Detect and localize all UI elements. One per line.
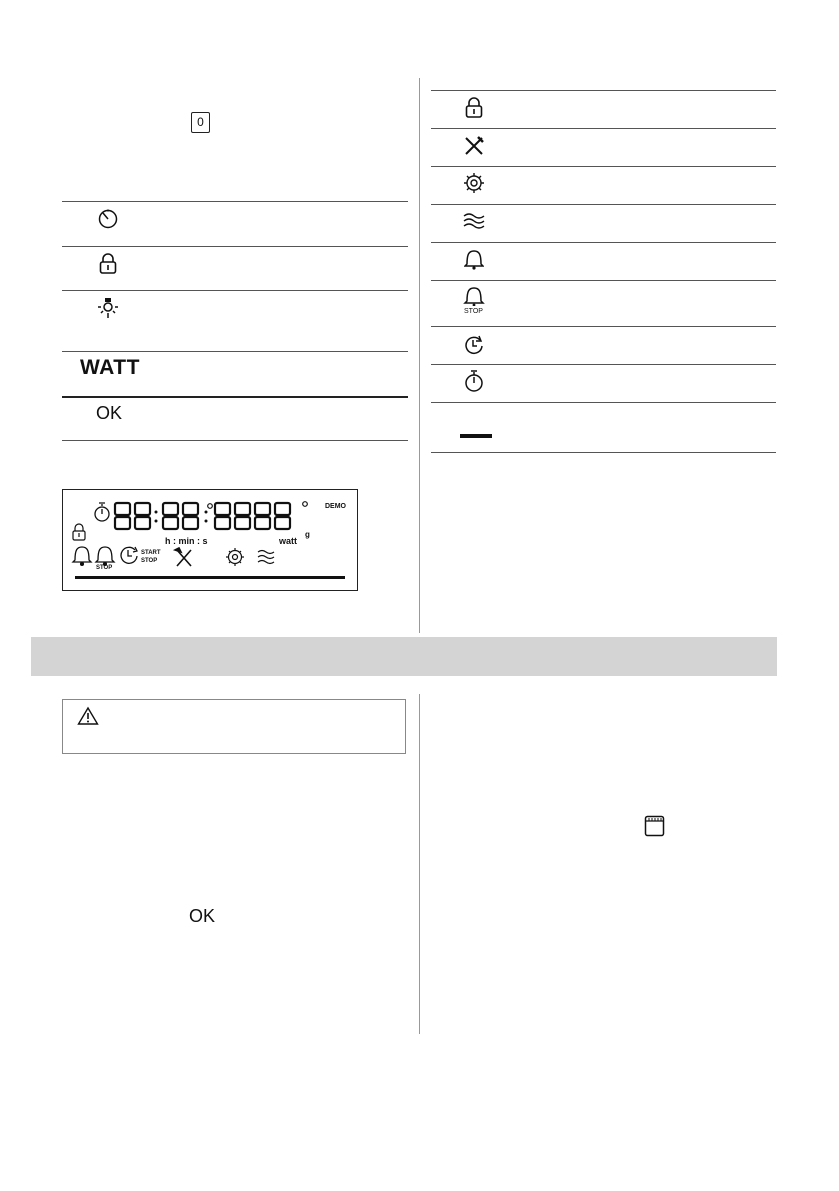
bell-icon — [464, 248, 484, 270]
display-time-units: h : min : s — [165, 536, 208, 546]
table-rule — [62, 246, 408, 247]
display-stop-combo: STOP — [141, 558, 158, 564]
table-rule — [62, 351, 408, 352]
section-heading-band — [31, 637, 777, 676]
display-illustration — [62, 489, 358, 591]
segment-digits — [115, 503, 290, 529]
table-rule — [62, 201, 408, 202]
table-rule — [431, 364, 776, 365]
steam-icon — [258, 551, 274, 564]
end-time-icon — [462, 333, 486, 355]
gear-icon — [463, 172, 485, 194]
lock-icon — [73, 524, 85, 540]
display-stop-bell: STOP — [96, 565, 113, 571]
table-rule — [62, 396, 408, 398]
table-rule — [431, 326, 776, 327]
bar-icon — [460, 434, 492, 438]
stopwatch-icon — [464, 369, 484, 393]
table-rule — [431, 128, 776, 129]
bell-stop-label: STOP — [464, 308, 483, 315]
lock-icon — [98, 253, 118, 275]
display-start: START — [141, 550, 161, 556]
table-rule — [431, 280, 776, 281]
warning-box — [62, 699, 406, 754]
ok-label: OK — [96, 403, 123, 423]
table-rule — [431, 166, 776, 167]
warning-icon — [77, 706, 99, 726]
cutlery-icon — [175, 548, 191, 566]
table-rule — [431, 402, 776, 403]
table-rule — [431, 242, 776, 243]
table-rule — [62, 290, 408, 291]
table-rule — [62, 440, 408, 441]
gear-icon — [226, 548, 244, 566]
table-rule — [431, 90, 776, 91]
ok-label: OK — [189, 906, 216, 926]
cutlery-icon — [463, 135, 485, 157]
display-watt: watt — [279, 536, 297, 546]
display-grams: g — [305, 530, 310, 539]
stopwatch-icon — [95, 503, 109, 521]
display-demo: DEMO — [325, 503, 346, 510]
column-divider-top — [419, 78, 420, 633]
display-graphic — [63, 490, 357, 590]
end-time-icon — [121, 547, 137, 563]
table-rule — [431, 452, 776, 453]
clock-timer-icon — [97, 208, 119, 230]
lock-icon — [464, 97, 484, 119]
key-zero-icon — [191, 112, 210, 133]
table-rule — [431, 204, 776, 205]
oven-icon — [644, 815, 665, 837]
bar-icon — [75, 576, 345, 579]
lamp-icon — [96, 296, 120, 320]
key-zero-glyph: 0 — [197, 115, 204, 129]
bell-stop-icon — [463, 286, 485, 306]
bell-icon — [73, 547, 91, 565]
column-divider-bottom — [419, 694, 420, 1034]
bell-stop-icon — [96, 547, 114, 565]
steam-icon — [462, 211, 486, 231]
watt-label: WATT — [80, 356, 140, 379]
